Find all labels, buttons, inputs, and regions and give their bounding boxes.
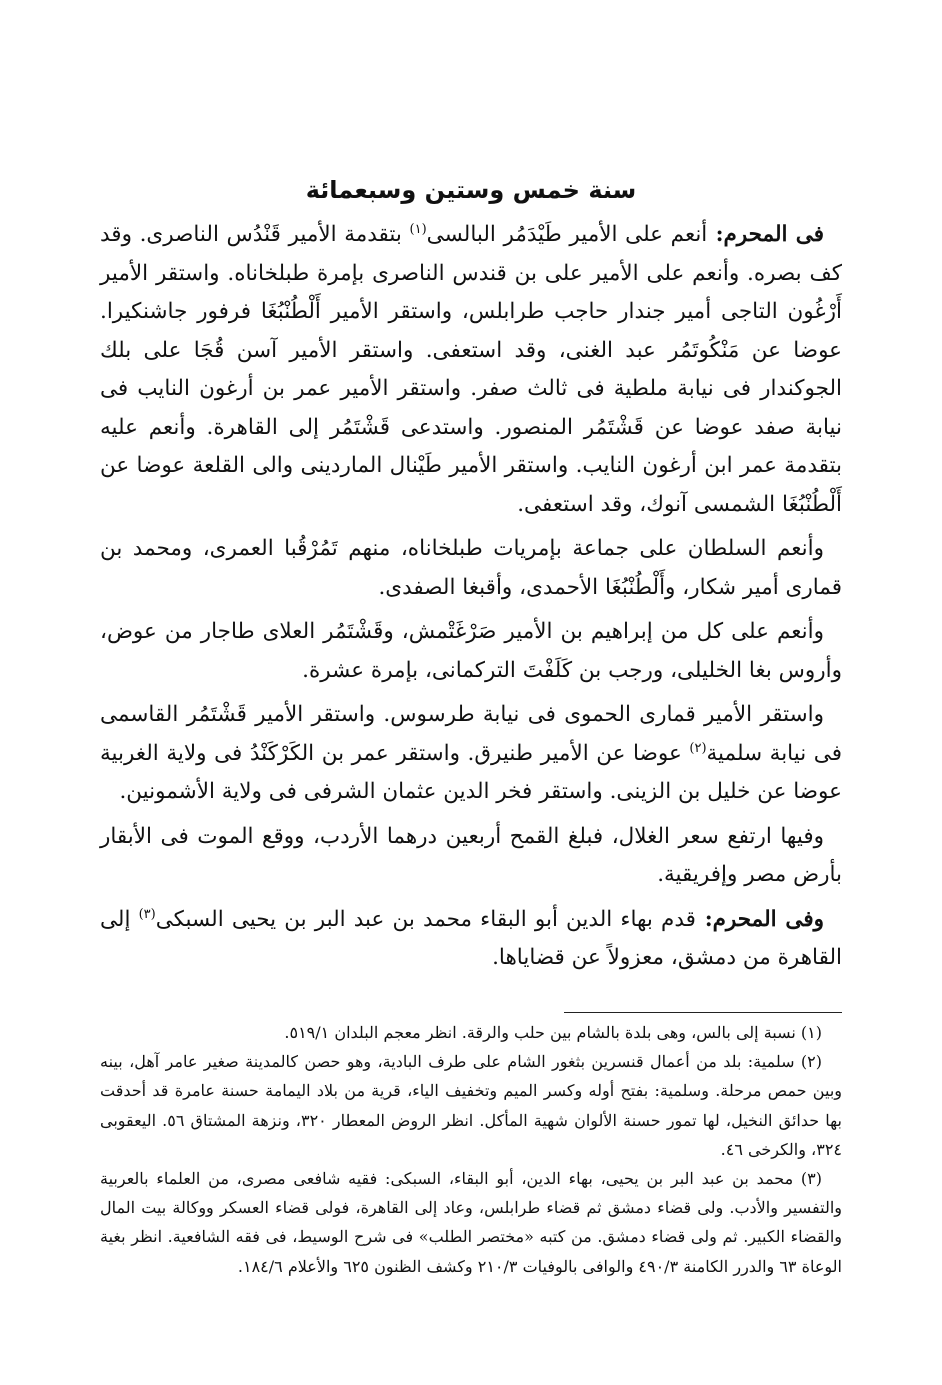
section-title: سنة خمس وستين وسبعمائة xyxy=(305,176,637,204)
paragraph-lead: فى المحرم: xyxy=(707,222,824,247)
paragraph xyxy=(100,216,842,524)
paragraph xyxy=(100,818,842,895)
paragraph-text: أنعم على الأمير طَيْدَمُر البالسى xyxy=(426,222,708,247)
paragraph-text: قدم بهاء الدين أبو البقاء محمد بن عبد البر بن يحيى السبكى xyxy=(155,906,696,932)
page-body xyxy=(100,168,842,984)
main-text xyxy=(100,216,842,978)
paragraph-text: وأنعم السلطان على جماعة بإمريات طبلخاناه، منهم تَمُرْقُبا العمرى، ومحمد بن قمارى أمير شكار، وأَلْطُنْبُغَا الأحمدى، وأقبغا الصفدى. xyxy=(100,536,842,600)
paragraph-text: واستقر الأمير قمارى الحموى فى نيابة طرسوس. واستقر الأمير قَشْتَمُر القاسمى فى نيابة سلمية xyxy=(100,702,842,766)
paragraph-text: وفيها ارتفع سعر الغلال، فبلغ القمح أربعين درهما الأردب، ووقع الموت فى الأبقار بأرض مصر وإفريقية. xyxy=(100,823,842,887)
paragraph xyxy=(100,696,842,812)
paragraph xyxy=(100,530,842,607)
paragraph-lead: وفى المحرم: xyxy=(695,906,824,932)
footnote: (٢) سلمية: بلد من أعمال قنسرين بثغور الشام على طرف البادية، وهو حصن كالمدينة صغير عامر آهل، بينه وبين حمص مرحلة. وسلمية: بفتح أوله وكسر الميم وتخفيف الياء، قرية من بلاد اليمامة حسنة عامرة قد أحدقت بها حدائق النخيل، لها تمور حسنة الألوان شهية المأكل. انظر الروض المعطار ٣٢٠، ونزهة المشتاق ٥٦. اليعقوبى ٣٢٤، والكرخى ٤٦. xyxy=(100,1052,842,1159)
paragraph-text-cont: إلى القاهرة من دمشق، معزولاً عن قضاياها. xyxy=(100,906,842,970)
footnote: (٣) محمد بن عبد البر بن يحيى، بهاء الدين، أبو البقاء، السبكى: فقيه شافعى مصرى، من العلماء بالعربية والتفسير والأدب. ولى قضاء دمشق ثم قضاء طرابلس، وعاد إلى القاهرة، فولى قضاء العسكر ووكالة بيت المال والقضاء الكبير. ثم ولى قضاء دمشق. من كتبه «مختصر الطلب» فى شرح الوسيط، فى فقه الشافعية. انظر بغية الوعاة ٦٣ والدرر الكامنة ٤٩٠/٣ والوافى بالوفيات ٢١٠/٣ وكشف الظنون ٦٢٥ والأعلام ١٨٤/٦. xyxy=(100,1169,842,1276)
footnote-ref[interactable]: (٣) xyxy=(138,906,156,922)
paragraph-text-cont: بتقدمة الأمير قَنْدُس الناصرى. وقد كف بصره. وأنعم على الأمير على بن قندس الناصرى بإمرة طبلخاناه. واستقر الأمير أَرْغُون التاجى أمير جندار حاجب طرابلس، واستقر الأمير أَلْطُنْبُغَا فرفور جاشنكيرا. عوضا عن مَنْكُوتَمُر عبد الغنى، وقد استعفى. واستقر الأمير آسن قُجَا على بلك الجوكندار فى نيابة ملطية فى ثالث صفر. واستقر الأمير عمر بن أرغون النايب فى نيابة صفد عوضا عن قَشْتَمُر المنصور. واستدعى قَشْتَمُر إلى القاهرة. وأنعم عليه بتقدمة عمر ابن أرغون النايب. واستقر الأمير طَيْنال الماردينى والى القلعة عوضا عن أَلْطُنْبُغَا الشمسى آنوك، وقد استعفى. xyxy=(100,222,842,517)
paragraph xyxy=(100,613,842,690)
paragraph-text-cont: عوضا عن الأمير طنيرق. واستقر عمر بن الكَرْكَنْدُ فى ولاية الغربية عوضا عن خليل بن الزينى. واستقر فخر الدين عثمان الشرفى فى ولاية الأشمونين. xyxy=(100,740,842,804)
paragraph-text: وأنعم على كل من إبراهيم بن الأمير صَرْغَتْمش، وقَشْتَمُر العلاى طاجار من عوض، وأروس بغا الخليلى، ورجب بن كَلَفْتَ التركمانى، بإمرة عشرة. xyxy=(100,619,842,683)
footnotes xyxy=(100,1018,842,1281)
footnote: (١) نسبة إلى بالس، وهى بلدة بالشام بين حلب والرقة. انظر معجم البلدان ٥١٩/١. xyxy=(284,1023,822,1042)
paragraph xyxy=(100,901,842,978)
footnote-ref[interactable]: (١) xyxy=(409,221,427,237)
footnote-separator xyxy=(564,1012,842,1013)
footnote-ref[interactable]: (٢) xyxy=(689,740,707,756)
